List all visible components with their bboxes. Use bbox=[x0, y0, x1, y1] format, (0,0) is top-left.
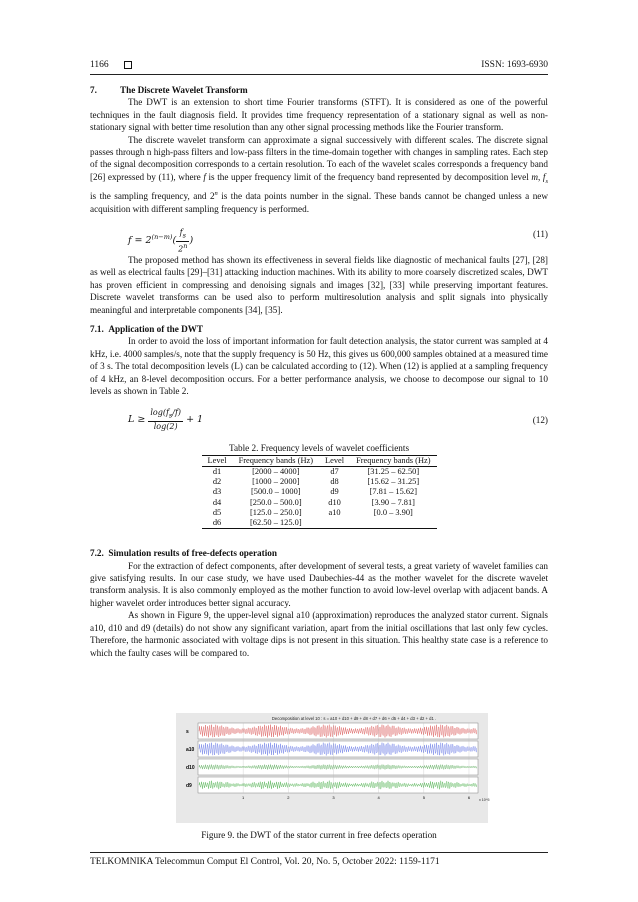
plot-title: Decomposition at level 10 : s = a10 + d10 + d9 + d8 + d7 + d6 + d5 + d4 + d3 + d2 + d1 . bbox=[271, 716, 437, 721]
table-cell: d10 bbox=[328, 497, 341, 507]
x-tick-label: 5 bbox=[422, 795, 425, 800]
table-cell: [62.50 – 125.0] bbox=[233, 518, 319, 529]
equation-12 bbox=[90, 402, 548, 438]
column-header: Frequency bands (Hz) bbox=[233, 455, 319, 466]
paragraph: In order to avoid the loss of important information for fault detection analysis, the stator current was sampled at 4 kHz, i.e. 4000 samples/s, note that the supply frequency is 50 Hz, this gives us 600,000 samples obtained at a measured time of 3 s. The total decomposition levels (L) can be calculated according to (12). When (12) is applied at a sampling frequency of 4 kHz, an 8-level decomposition occurs. For a better performance analysis, we choose to decompose our signal to 10 levels as shown in Table 2. bbox=[90, 336, 549, 397]
section-7-2-heading bbox=[90, 547, 548, 559]
table-cell: d8 bbox=[330, 477, 339, 487]
table-row bbox=[202, 477, 437, 487]
footer-citation: TELKOMNIKA Telecommun Comput El Control, Vol. 20, No. 5, October 2022: 1159-1171 bbox=[90, 857, 440, 867]
issn: ISSN: 1693-6930 bbox=[481, 60, 548, 70]
checkbox-glyph-icon bbox=[124, 61, 132, 69]
equation-body: $f = 2^{(n-m)}$( $\frac{f_s}{2^n}$ ) bbox=[128, 227, 194, 254]
frequency-table bbox=[202, 455, 437, 529]
table-cell: [3.90 – 7.81] bbox=[371, 497, 415, 507]
section-title: Simulation results of free-defects operation bbox=[108, 548, 277, 559]
table-cell: [125.0 – 250.0] bbox=[249, 507, 302, 517]
table-cell: [15.62 – 31.25] bbox=[367, 477, 420, 487]
column-header: Level bbox=[319, 455, 350, 466]
paragraph: For the extraction of defect components, after development of several tests, a great variety of wavelet families can give satisfying results. In our case study, we have used Daubechies-44 as the mother wavelet for the discrete wavelet transform analysis. It is also commonly employed as the mother function to avoid low-level overlap with adjacent bands. A higher wavelet order introduces better signal accuracy. bbox=[90, 560, 548, 608]
equation-11 bbox=[90, 220, 548, 254]
table-cell: [31.25 – 62.50] bbox=[367, 467, 420, 477]
table-row bbox=[202, 467, 437, 478]
table-cell bbox=[319, 518, 350, 529]
x-tick-label: 6 bbox=[467, 795, 471, 800]
table-cell: d2 bbox=[212, 477, 222, 487]
table-cell: [500.0 – 1000] bbox=[251, 487, 301, 497]
table-cell: d3 bbox=[212, 487, 222, 497]
table-cell: d6 bbox=[202, 518, 233, 529]
subplot-label: d9 bbox=[186, 783, 192, 789]
figure-caption: Figure 9. the DWT of the stator current in free defects operation bbox=[201, 830, 437, 840]
table-cell: d5 bbox=[212, 507, 222, 517]
subplot-label: s bbox=[186, 729, 189, 735]
section-number: 7.1. bbox=[90, 323, 104, 334]
table-cell: [1000 – 2000] bbox=[252, 477, 300, 487]
dwt-figure bbox=[176, 713, 488, 823]
section-number: 7. bbox=[90, 85, 97, 95]
table-row bbox=[202, 498, 437, 508]
subplot-label: a10 bbox=[186, 747, 195, 753]
table-cell: d1 bbox=[212, 467, 222, 477]
table-cell: [250.0 – 500.0] bbox=[249, 497, 302, 507]
x-tick-label: 2 bbox=[287, 795, 290, 800]
section-number: 7.2. bbox=[90, 548, 104, 559]
table-cell: d7 bbox=[330, 467, 339, 477]
table-cell: [0.0 – 3.90] bbox=[373, 507, 413, 517]
paragraph: The proposed method has shown its effectiveness in several fields like diagnostic of mechanical faults [27], [28] as well as electrical faults [29]–[31] attacking induction machines. With its ability to more coarsely discretized scales, DWT has proven efficient in compressing and denoising signals and images [32], [33] while preserving important features. Discrete wavelet transforms can be used also to perform multiresolution analysis and split signals into physically meaningful and interpretable components [34], [35]. bbox=[90, 254, 548, 315]
subplot-label: d10 bbox=[186, 765, 195, 771]
x-tick-label: 3 bbox=[332, 795, 335, 800]
table-cell bbox=[350, 518, 436, 529]
paragraph: As shown in Figure 9, the upper-level signal a10 (approximation) reproduces the analyzed stator current. Signals a10, d10 and d9 (details) do not show any significant variation, apart from the initial oscillations that last only few cycles. Therefore, the harmonic associated with voltage dips is not present in this situation. This healthy state case is a reference to which the faulty cases will be compared to. bbox=[90, 610, 548, 658]
table-cell: [7.81 – 15.62] bbox=[369, 487, 418, 497]
section-7-heading bbox=[90, 84, 548, 96]
section-title: The Discrete Wavelet Transform bbox=[120, 85, 248, 95]
table-cell: [2000 – 4000] bbox=[252, 467, 300, 477]
equation-body: L ≥ $\frac{\log(f_s/f)}{\log(2)}$ + 1 bbox=[128, 408, 204, 432]
column-header: Level bbox=[202, 455, 233, 466]
column-header: Frequency bands (Hz) bbox=[350, 455, 436, 466]
x-multiplier: x 10^5 bbox=[479, 798, 490, 802]
table-caption: Table 2. Frequency levels of wavelet coefficients bbox=[228, 443, 410, 454]
paragraph: The discrete wavelet transform can approximate a signal successively with different scales. The discrete signal passes through n high-pass filters and low-pass filters in the time-domain together with changes in sampling rates. Each step of the signal decomposition corresponds to a certain resolution. To each of the wavelet scales corresponds a frequency band [26] expressed by (11), where f is the upper frequency limit of the frequency band represented by decomposition level m, $f_s$ is the sampling frequency, and 2$^n$ is the data points number in the signal. These bands cannot be changed unless a new acquisition with different sampling frequency is performed. bbox=[90, 134, 549, 214]
x-tick-label: 1 bbox=[242, 795, 245, 800]
footer-rule bbox=[90, 852, 548, 853]
table-row bbox=[202, 518, 437, 529]
table-cell: d4 bbox=[212, 497, 222, 507]
page-number: 1166 bbox=[90, 60, 109, 70]
table-row bbox=[202, 508, 437, 518]
table-cell: a10 bbox=[328, 507, 341, 517]
equation-number: (12) bbox=[532, 415, 548, 426]
paragraph: The DWT is an extension to short time Fourier transforms (STFT). It is considered as one of the powerful techniques in the fault diagnosis field. It provides time frequency representation of a stationary signal as well as non-stationary signal with better time resolution than any other signal processing methods like the Fourier transform. bbox=[90, 97, 548, 133]
article-body bbox=[90, 84, 548, 659]
equation-number: (11) bbox=[533, 228, 548, 239]
header-rule bbox=[90, 74, 548, 75]
section-7-1-heading bbox=[90, 323, 548, 335]
x-tick-label: 4 bbox=[377, 795, 380, 800]
table-row bbox=[202, 487, 437, 497]
table-cell: d9 bbox=[330, 487, 339, 497]
section-title: Application of the DWT bbox=[108, 323, 204, 334]
